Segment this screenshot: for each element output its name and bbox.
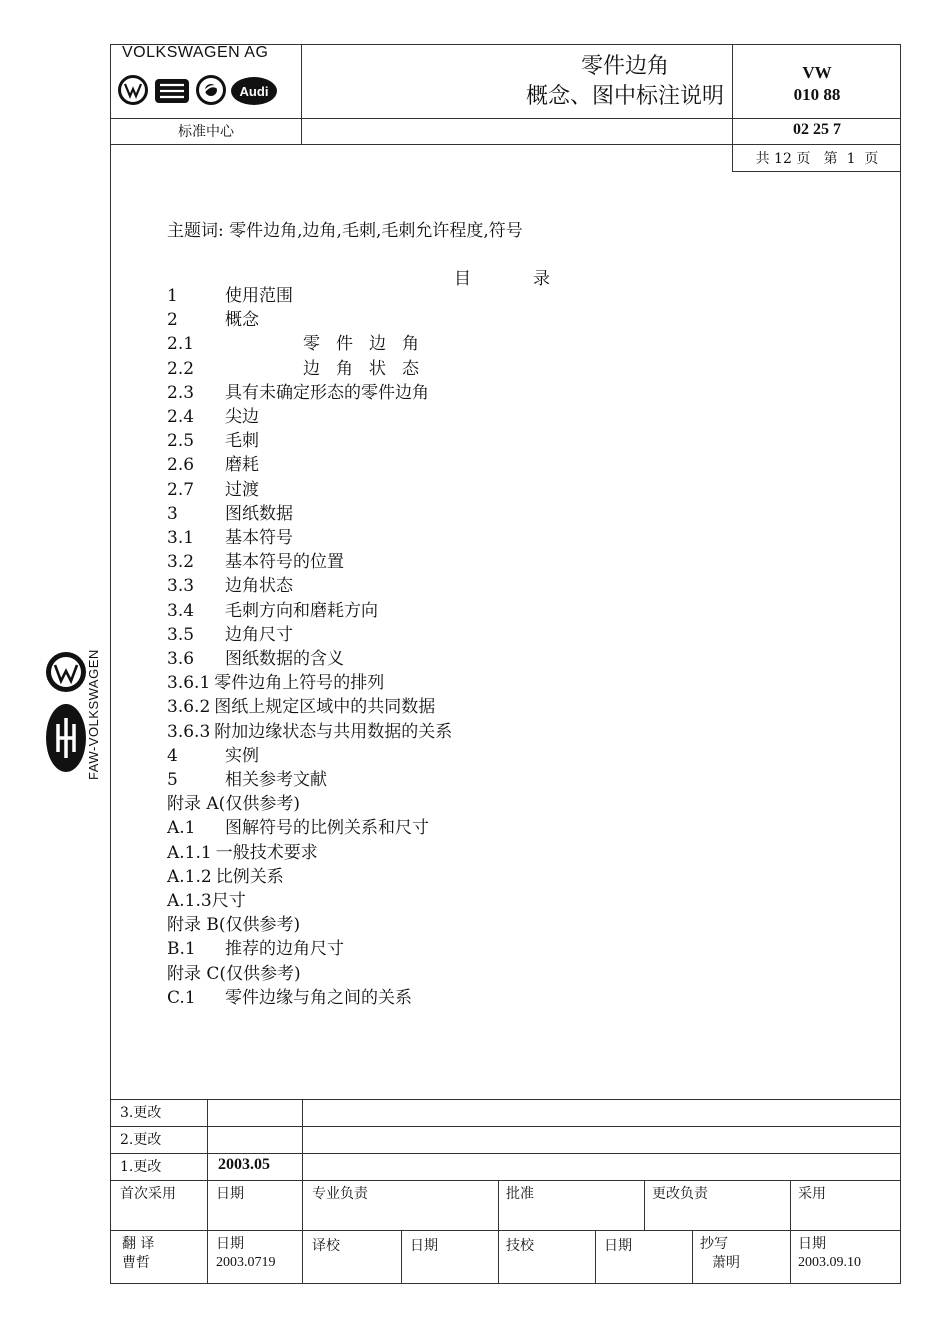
toc-item xyxy=(167,623,293,647)
change-1-label: 1.更改 xyxy=(120,1159,162,1175)
toc-item-title: 图纸上规定区域中的共同数据 xyxy=(214,697,436,717)
toc-item-number: 3.6.3 xyxy=(167,722,211,742)
toc-item-number: 2.2 xyxy=(167,359,195,379)
document-title xyxy=(505,52,745,112)
frame-right xyxy=(900,44,901,1284)
toc-item-title: 基本符号 xyxy=(225,528,293,548)
toc-item xyxy=(167,453,259,477)
toc-item xyxy=(167,792,300,816)
frame-bottom xyxy=(110,1283,901,1284)
change-2-label: 2.更改 xyxy=(120,1132,162,1148)
toc-item xyxy=(167,986,412,1010)
toc-item-number: 3.5 xyxy=(167,625,195,645)
toc-item xyxy=(167,816,429,840)
toc-item-number: 2.6 xyxy=(167,455,195,475)
seat-logo-icon xyxy=(154,78,190,104)
toc-item-title: 零件边角上符号的排列 xyxy=(214,673,385,693)
title-line-2: 概念、图中标注说明 xyxy=(525,84,724,109)
toc-item-title: 边角状态 xyxy=(303,359,435,379)
toc-item-title: 零件边缘与角之间的关系 xyxy=(225,988,412,1008)
copy-date-label: 日期 xyxy=(798,1236,826,1252)
toc-item-number: A.1.1 xyxy=(167,843,212,863)
toc-item-number: 3.6.1 xyxy=(167,673,211,693)
toc-item xyxy=(167,889,246,913)
standards-center-label: 标准中心 xyxy=(178,124,234,140)
brand-logos xyxy=(118,74,278,108)
toc-item-title: 使用范围 xyxy=(225,286,293,306)
footer-vline-6 xyxy=(644,1180,645,1230)
toc-item-number: 3.6.2 xyxy=(167,697,211,717)
toc-item-number: 3.2 xyxy=(167,552,195,572)
toc-item-title: 毛刺 xyxy=(225,431,259,451)
footer-vline-2 xyxy=(302,1099,303,1284)
toc-item xyxy=(167,357,435,381)
svg-text:Audi: Audi xyxy=(239,84,269,99)
toc-item xyxy=(167,550,344,574)
toc-item-title: 图纸数据 xyxy=(225,504,293,524)
proofread-date-label: 日期 xyxy=(410,1238,438,1254)
standard-code-prefix: VW xyxy=(802,63,832,82)
tech-check-label: 技校 xyxy=(506,1238,534,1254)
toc-item-number: 2.1 xyxy=(167,334,195,354)
toc-item xyxy=(167,429,259,453)
footer-vline-1 xyxy=(207,1099,208,1284)
toc-item xyxy=(167,937,344,961)
audi-logo-icon xyxy=(230,76,278,106)
toc-title: 目录 xyxy=(454,269,612,289)
translate-label: 翻 译 xyxy=(122,1236,155,1252)
page-info-bottom xyxy=(732,171,901,172)
change-3-label: 3.更改 xyxy=(120,1105,162,1121)
footer-vline-7 xyxy=(692,1230,693,1284)
document-number: 02 25 7 xyxy=(793,121,841,138)
toc-item-number: 2.3 xyxy=(167,383,195,403)
toc-item xyxy=(167,913,300,937)
toc-item xyxy=(167,865,284,889)
footer-line-3 xyxy=(110,1153,901,1154)
toc-item-title: 附录 A(仅供参考) xyxy=(167,794,300,814)
toc-item-number: A.1.2 xyxy=(167,867,212,887)
standard-code xyxy=(733,62,901,106)
toc-item-title: 过渡 xyxy=(225,480,259,500)
footer-vline-3 xyxy=(401,1230,402,1284)
toc-item-number: 2.5 xyxy=(167,431,195,451)
vw-logo-icon xyxy=(118,75,148,105)
toc-item-title: 图纸数据的含义 xyxy=(225,649,344,669)
toc-item-title: 相关参考文献 xyxy=(225,770,327,790)
toc-item xyxy=(167,574,293,598)
toc-item xyxy=(167,332,435,356)
footer-vline-8 xyxy=(790,1180,791,1284)
toc-item-title: 一般技术要求 xyxy=(215,843,318,863)
toc-item-number: 3.3 xyxy=(167,576,195,596)
skoda-logo-icon xyxy=(196,75,226,105)
copy-label: 抄写 xyxy=(700,1236,728,1252)
toc-item xyxy=(167,841,318,865)
toc-item-title: 推荐的边角尺寸 xyxy=(225,939,344,959)
toc-item xyxy=(167,405,259,429)
header-row-line xyxy=(110,118,901,119)
keywords-line: 主题词: 零件边角,边角,毛刺,毛刺允许程度,符号 xyxy=(167,221,523,241)
toc-item-number: 2.4 xyxy=(167,407,195,427)
change-1-date: 2003.05 xyxy=(218,1156,270,1173)
toc-item-number: 3 xyxy=(167,504,178,524)
toc-item-number: 3.1 xyxy=(167,528,195,548)
toc-item-title: 边角状态 xyxy=(225,576,293,596)
first-adopt-date-label: 日期 xyxy=(216,1186,244,1202)
footer-vline-4 xyxy=(498,1180,499,1284)
prof-resp-label: 专业负责 xyxy=(312,1186,368,1202)
toc-item-title: 零件边角 xyxy=(303,334,435,354)
toc-item-number: A.1.3 xyxy=(167,891,212,911)
tech-check-date-label: 日期 xyxy=(604,1238,632,1254)
toc-item-title: 尺寸 xyxy=(211,891,246,911)
toc-item-number: 2.7 xyxy=(167,480,195,500)
title-line-1: 零件边角 xyxy=(580,54,669,79)
approve-label: 批准 xyxy=(506,1186,534,1202)
toc-item-number: A.1 xyxy=(167,818,196,838)
faw-logo-icon xyxy=(46,704,86,772)
footer-line-2 xyxy=(110,1126,901,1127)
toc-item-number: B.1 xyxy=(167,939,196,959)
faw-vw-logo xyxy=(46,652,88,772)
toc-item-title: 基本符号的位置 xyxy=(225,552,344,572)
toc-item-title: 图解符号的比例关系和尺寸 xyxy=(225,818,429,838)
footer-top-line xyxy=(110,1099,901,1100)
toc-item-title: 尖边 xyxy=(225,407,259,427)
toc-item xyxy=(167,478,259,502)
footer-line-4 xyxy=(110,1180,901,1181)
footer-line-5 xyxy=(110,1230,901,1231)
standard-code-number: 010 88 xyxy=(793,85,841,104)
toc-item xyxy=(167,308,259,332)
toc-item xyxy=(167,744,259,768)
toc-item-number: 2 xyxy=(167,310,178,330)
footer-vline-5 xyxy=(595,1230,596,1284)
toc-item-title: 附录 B(仅供参考) xyxy=(167,915,301,935)
translate-date-label: 日期 xyxy=(216,1236,244,1252)
copy-date-value: 2003.09.10 xyxy=(798,1255,861,1270)
toc-item xyxy=(167,381,429,405)
brand-name: VOLKSWAGEN AG xyxy=(122,44,269,61)
vw-round-logo-icon xyxy=(46,652,86,692)
toc-item-title: 附录 C(仅供参考) xyxy=(167,964,301,984)
toc-item-number: 3.4 xyxy=(167,601,195,621)
toc-item-title: 比例关系 xyxy=(215,867,284,887)
toc-item-title: 边角尺寸 xyxy=(225,625,293,645)
toc-item-title: 毛刺方向和磨耗方向 xyxy=(225,601,378,621)
adopt-label: 采用 xyxy=(798,1186,826,1202)
translate-date-value: 2003.0719 xyxy=(216,1255,276,1270)
toc-item-number: C.1 xyxy=(167,988,196,1008)
toc-item xyxy=(167,526,293,550)
change-resp-label: 更改负责 xyxy=(652,1186,708,1202)
toc-item xyxy=(167,502,293,526)
header-bottom-line xyxy=(110,144,901,145)
page-info: 共 12 页 第 1 页 xyxy=(755,151,879,167)
toc-item xyxy=(167,720,452,744)
toc-item-title: 附加边缘状态与共用数据的关系 xyxy=(214,722,453,742)
translator-name: 曹哲 xyxy=(122,1255,150,1271)
toc-item-title: 概念 xyxy=(225,310,259,330)
toc-item-title: 具有未确定形态的零件边角 xyxy=(225,383,429,403)
toc-item xyxy=(167,962,301,986)
faw-vw-logo-text: FAW-VOLKSWAGEN xyxy=(86,649,101,780)
toc-item xyxy=(167,647,344,671)
toc-item-title: 实例 xyxy=(225,746,259,766)
copier-name: 萧明 xyxy=(712,1255,740,1271)
toc-item-number: 5 xyxy=(167,770,178,790)
proofread-label: 译校 xyxy=(312,1238,340,1254)
toc-item xyxy=(167,599,378,623)
toc-item-number: 1 xyxy=(167,286,178,306)
toc-item xyxy=(167,671,384,695)
toc-item-number: 3.6 xyxy=(167,649,195,669)
toc-item-title: 磨耗 xyxy=(225,455,259,475)
toc-item xyxy=(167,695,435,719)
toc-item xyxy=(167,284,293,308)
toc-item xyxy=(167,768,327,792)
first-adopt-label: 首次采用 xyxy=(120,1186,176,1202)
frame-left xyxy=(110,44,111,1284)
toc-item-number: 4 xyxy=(167,746,178,766)
